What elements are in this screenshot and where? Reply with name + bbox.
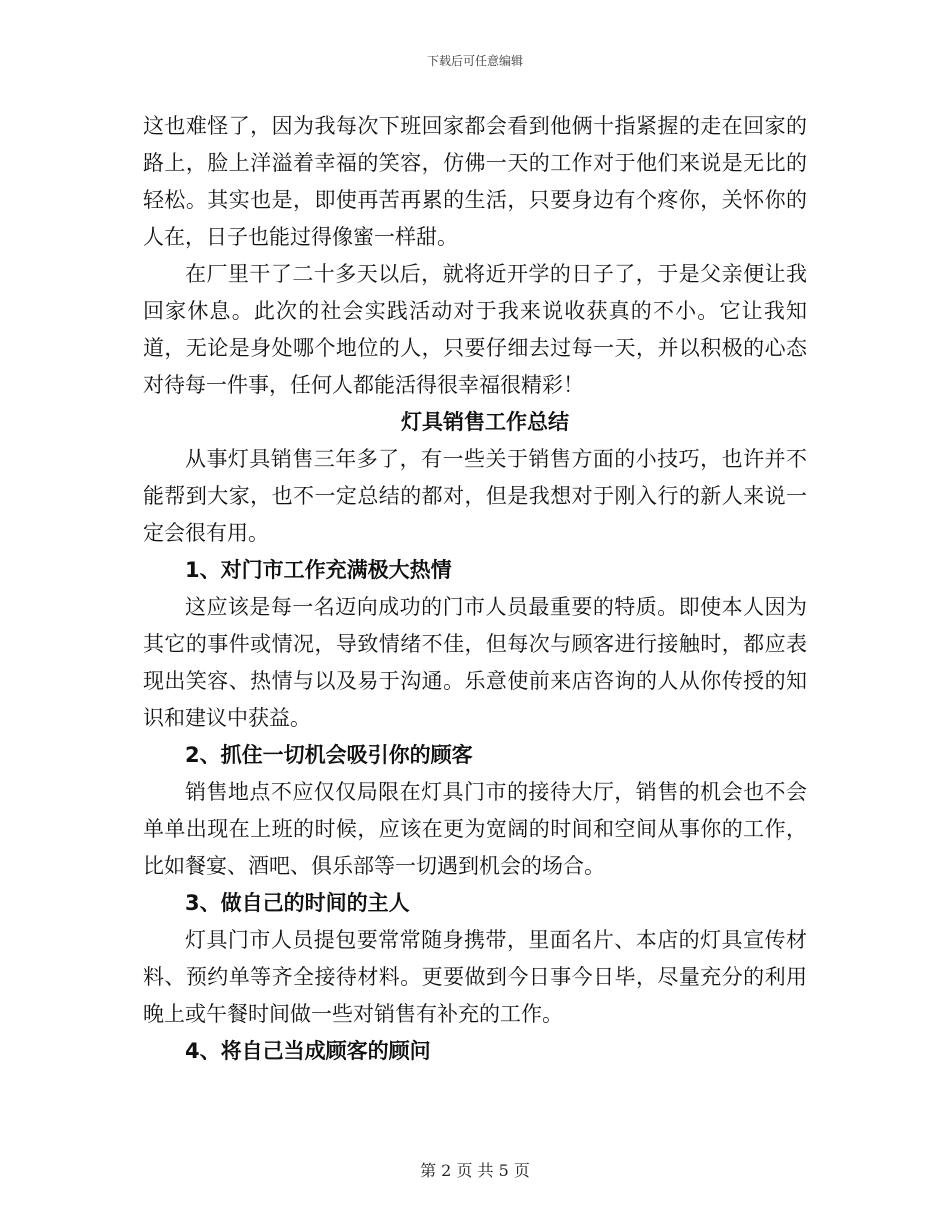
- heading-1: 1、对门市工作充满极大热情: [185, 558, 452, 582]
- paragraph-2: 销售地点不应仅仅局限在灯具门市的接待大厅，销售的机会也不会单单出现在上班的时候，应该在更为宽阔的时间和空间从事你的工作，比如餐宴、酒吧、俱乐部等一切遇到机会的场合。: [143, 780, 807, 878]
- section-title: 灯具销售工作总结: [401, 410, 569, 434]
- heading-4: 4、将自己当成顾客的顾问: [185, 1039, 431, 1063]
- paragraph-3: 灯具门市人员提包要常常随身携带，里面名片、本店的灯具宣传材料、预约单等齐全接待材料。更要做到今日事今日毕，尽量充分的利用晚上或午餐时间做一些对销售有补充的工作。: [143, 928, 807, 1026]
- heading-3: 3、做自己的时间的主人: [185, 891, 410, 915]
- paragraph-intro: 从事灯具销售三年多了，有一些关于销售方面的小技巧，也许并不能帮到大家，也不一定总结的都对，但是我想对于刚入行的新人来说一定会很有用。: [143, 447, 807, 545]
- paragraph-practice-summary: 在厂里干了二十多天以后，就将近开学的日子了，于是父亲便让我回家休息。此次的社会实践活动对于我来说收获真的不小。它让我知道，无论是身处哪个地位的人，只要仔细去过每一天，并以积极的心态对待每一件事，任何人都能活得很幸福很精彩！: [143, 262, 807, 397]
- page-header: 下载后可任意编辑: [426, 54, 523, 68]
- document-body: [143, 108, 807, 1070]
- heading-2: 2、抓住一切机会吸引你的顾客: [185, 743, 473, 767]
- page-footer: 第 2 页 共 5 页: [420, 1161, 530, 1180]
- paragraph-1: 这应该是每一名迈向成功的门市人员最重要的特质。即使本人因为其它的事件或情况，导致情绪不佳，但每次与顾客进行接触时，都应表现出笑容、热情与以及易于沟通。乐意使前来店咨询的人从你传授的知识和建议中获益。: [143, 595, 807, 730]
- paragraph-continuation: 这也难怪了，因为我每次下班回家都会看到他俩十指紧握的走在回家的路上，脸上洋溢着幸福的笑容，仿佛一天的工作对于他们来说是无比的轻松。其实也是，即使再苦再累的生活，只要身边有个疼你，关怀你的人在，日子也能过得像蜜一样甜。: [143, 114, 807, 249]
